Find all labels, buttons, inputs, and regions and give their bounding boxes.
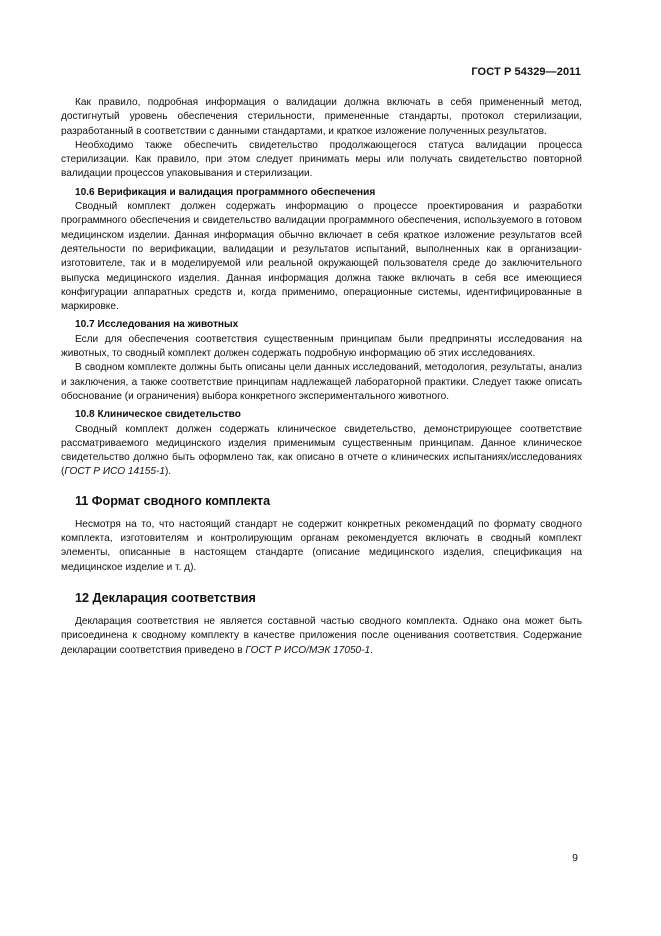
section-heading-11: 11 Формат сводного комплекта xyxy=(75,493,271,508)
document-body xyxy=(61,96,582,658)
paragraph-tail: ). xyxy=(164,466,172,478)
paragraph xyxy=(61,423,582,480)
standard-reference: ГОСТ Р ИСО/МЭК 17050-1 xyxy=(245,644,371,656)
paragraph: Необходимо также обеспечить свидетельство продолжающегося статуса валидации процесса стерилизации. Как правило, при этом следует принимать меры или получать свидетельство повторной валидации процессов упаковывания и стерилизации. xyxy=(61,139,582,180)
standard-id: ГОСТ Р 54329—2011 xyxy=(471,66,581,78)
page-number: 9 xyxy=(572,852,578,864)
paragraph xyxy=(61,615,582,658)
paragraph: Сводный комплект должен содержать информацию о процессе проектирования и разработки программного обеспечения и свидетельство валидации программного обеспечения, используемого в готовом медицинском изделии. Данная информация обычно включает в себя краткое изложение результатов всей деятельности по верификации, валидации и результатов испытаний, выполненных как в организации-изготовителе, так и в моделируемой или реальной окружающей пользователя среде до заключительного выпуска медицинского изделия. Данная информация должна также включать в себя все имеющиеся конфигурации аппаратных средств и, когда применимо, операционные системы, идентифицированные в маркировке. xyxy=(61,201,582,313)
section-heading-10-7: 10.7 Исследования на животных xyxy=(75,319,239,331)
paragraph-tail: . xyxy=(370,644,373,656)
paragraph: Если для обеспечения соответствия существенным принципам были предприняты исследования на животных, то сводный комплект должен содержать подробную информацию об этих исследованиях. xyxy=(61,333,582,360)
section-heading-12: 12 Декларация соответствия xyxy=(75,590,256,605)
section-heading-10-8: 10.8 Клиническое свидетельство xyxy=(75,409,241,421)
paragraph: Несмотря на то, что настоящий стандарт не содержит конкретных рекомендаций по формату сводного комплекта, изготовителям и контролирующим органам рекомендуется включать в сводный комплект элементы, описанные в настоящем стандарте (описание медицинского изделия, спецификация на медицинское изделие и т. д). xyxy=(61,518,582,573)
standard-reference: ГОСТ Р ИСО 14155-1 xyxy=(64,466,165,478)
paragraph: В сводном комплекте должны быть описаны цели данных исследований, методология, результаты, анализ и заключения, а также соответствие принципам надлежащей лабораторной практики. Следует также описать обоснование (и ограничения) выбора конкретного экспериментального животного. xyxy=(61,362,582,402)
section-heading-10-6: 10.6 Верификация и валидация программного обеспечения xyxy=(75,186,376,198)
paragraph-text: Декларация соответствия не является составной частью сводного комплекта. Однако она может быть присоединена к сводному комплекту в качестве приложения после оценивания соответствия. Содержание декларации соответствия приведено в xyxy=(61,615,582,656)
paragraph-text: Сводный комплект должен содержать клиническое свидетельство, демонстрирующее соответствие рассматриваемого медицинского изделия применимым существенным принципам. Данное клиническое свидетельство должно быть оформлено так, как описано в отчете о клинических испытаниях/исследованиях ( xyxy=(61,423,582,478)
paragraph: Как правило, подробная информация о валидации должна включать в себя примененный метод, достигнутый уровень обеспечения стерильности, примененные стандарты, протокол стерилизации, разработанный в соответствии с данными стандартами, и краткое изложение полученных результатов. xyxy=(61,97,582,137)
